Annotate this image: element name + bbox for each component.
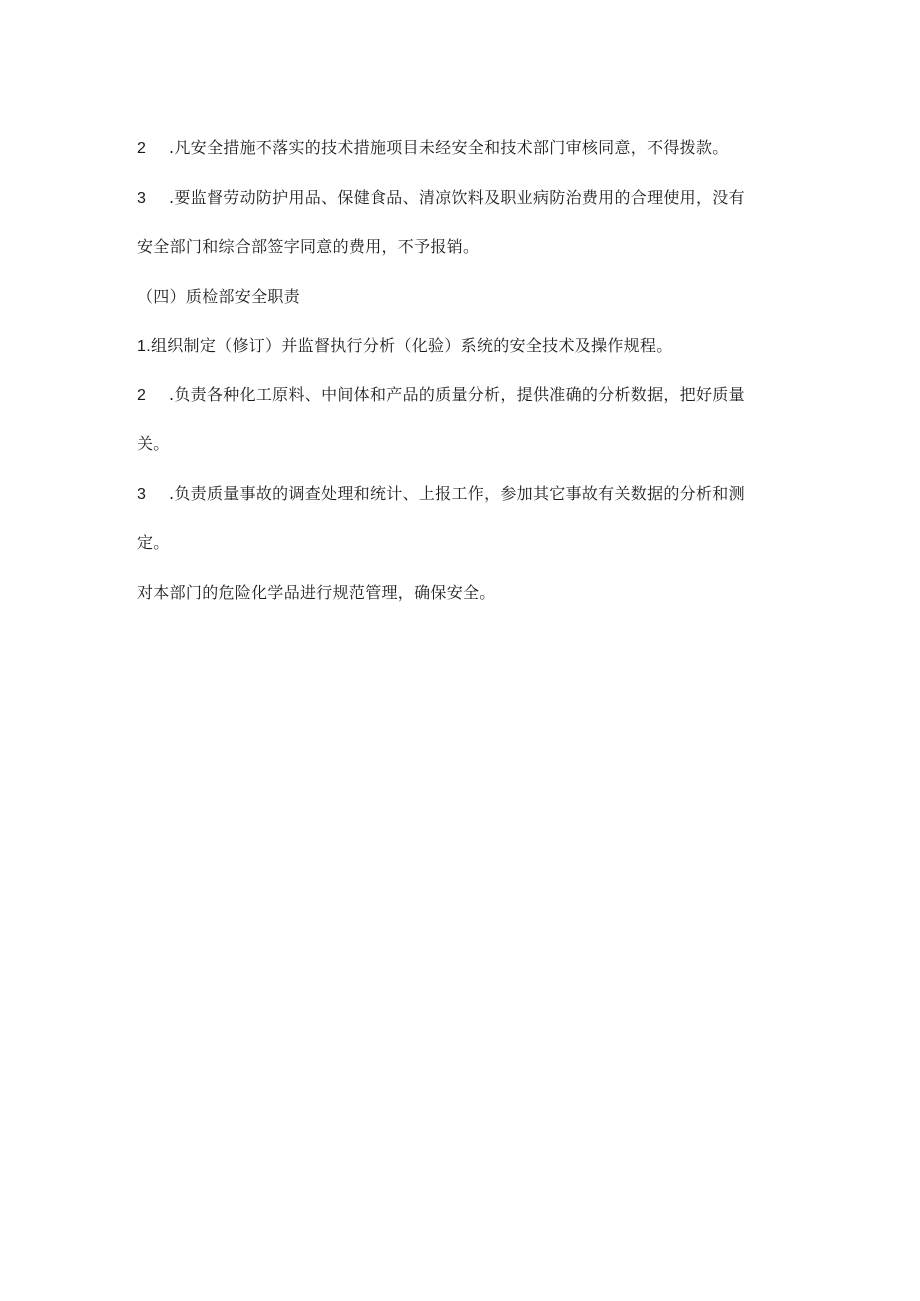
line-text: 安全部门和综合部签字同意的费用，不予报销。 bbox=[137, 237, 480, 256]
paragraph-line bbox=[137, 138, 729, 159]
list-number: 2 bbox=[137, 387, 147, 404]
line-text: .凡安全措施不落实的技术措施项目未经安全和技术部门审核同意，不得拨款。 bbox=[169, 138, 729, 157]
list-number: 1. bbox=[137, 338, 151, 355]
line-text: 组织制定（修订）并监督执行分析（化验）系统的安全技术及操作规程。 bbox=[150, 336, 673, 355]
heading-text: （四）质检部安全职责 bbox=[137, 287, 301, 306]
paragraph-line bbox=[137, 336, 673, 357]
paragraph-line bbox=[137, 237, 479, 257]
paragraph-line bbox=[137, 583, 496, 603]
list-number: 3 bbox=[137, 190, 147, 207]
list-number: 2 bbox=[137, 140, 147, 157]
line-text: 对本部门的危险化学品进行规范管理，确保安全。 bbox=[137, 583, 496, 602]
paragraph-line bbox=[137, 188, 745, 209]
line-text: 定。 bbox=[137, 533, 170, 552]
line-text: .负责质量事故的调查处理和统计、上报工作，参加其它事故有关数据的分析和测 bbox=[169, 484, 745, 503]
line-text: .要监督劳动防护用品、保健食品、清凉饮料及职业病防治费用的合理使用，没有 bbox=[169, 188, 745, 207]
paragraph-line bbox=[137, 533, 170, 553]
paragraph-line bbox=[137, 434, 170, 454]
line-text: .负责各种化工原料、中间体和产品的质量分析，提供准确的分析数据，把好质量 bbox=[169, 385, 745, 404]
section-heading bbox=[137, 287, 300, 307]
paragraph-line bbox=[137, 484, 745, 505]
paragraph-line bbox=[137, 385, 745, 406]
list-number: 3 bbox=[137, 486, 147, 503]
line-text: 关。 bbox=[137, 434, 170, 453]
